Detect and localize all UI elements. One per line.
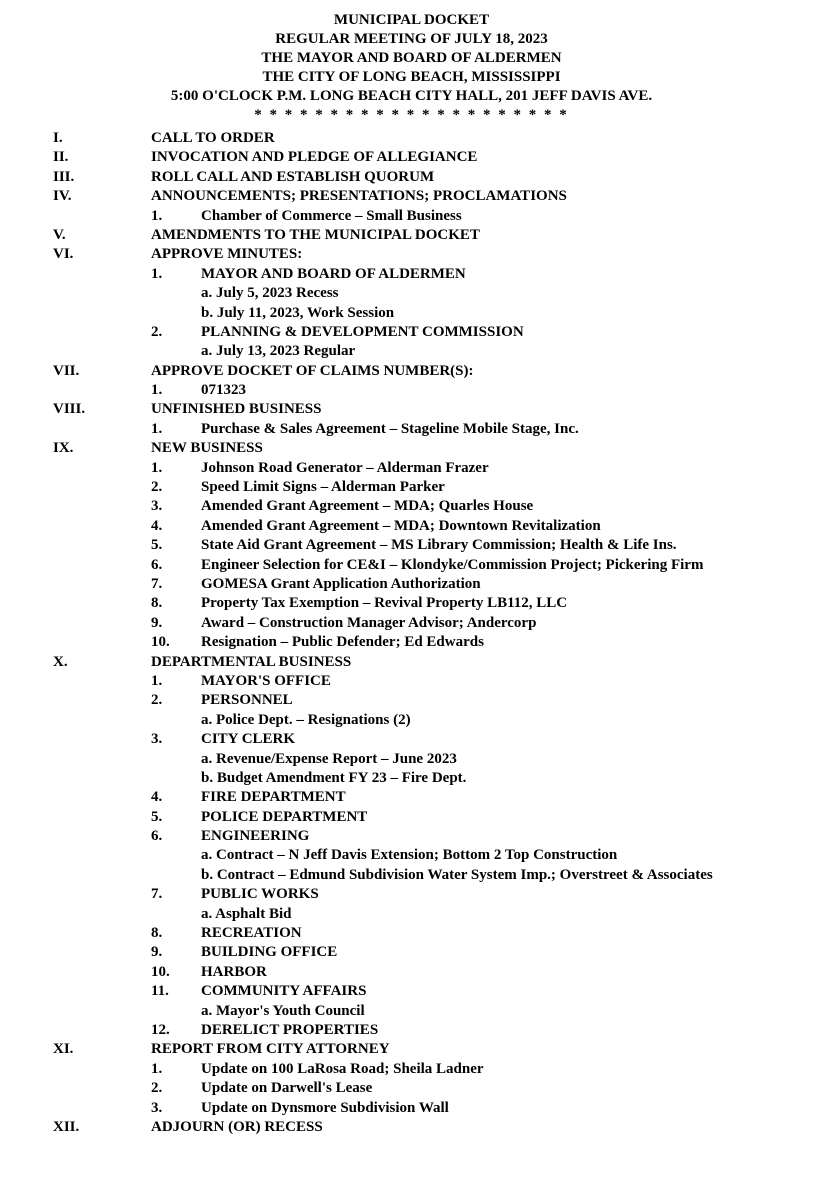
item-number: 9. [151,944,163,961]
item-row [0,517,823,536]
item-number: 8. [151,925,163,942]
item-number: 4. [151,789,163,806]
item-row [0,575,823,594]
item-number: 5. [151,537,163,554]
section-numeral: VIII. [53,401,86,418]
item-row [0,982,823,1001]
section-title: AMENDMENTS TO THE MUNICIPAL DOCKET [151,226,480,243]
subitem-row [0,284,823,303]
item-number: 2. [151,323,163,340]
section-row [0,245,823,264]
item-number: 1. [151,207,163,224]
item-text: RECREATION [201,925,302,942]
subitem-text: b. Contract – Edmund Subdivision Water System Imp.; Overstreet & Associates [201,866,713,883]
item-row [0,788,823,807]
item-row [0,827,823,846]
item-text: PLANNING & DEVELOPMENT COMMISSION [201,323,524,340]
subitem-text: a. July 13, 2023 Regular [201,343,356,360]
subitem-row [0,846,823,865]
item-text: BUILDING OFFICE [201,944,338,961]
section-numeral: XI. [53,1041,74,1058]
item-number: 2. [151,479,163,496]
item-text: COMMUNITY AFFAIRS [201,983,367,1000]
item-text: Update on Dynsmore Subdivision Wall [201,1099,449,1116]
item-number: 1. [151,420,163,437]
item-row [0,1021,823,1040]
subitem-text: a. Revenue/Expense Report – June 2023 [201,750,457,767]
item-row [0,536,823,555]
item-text: CITY CLERK [201,731,296,748]
section-title: CALL TO ORDER [151,130,275,146]
item-number: 12. [151,1021,170,1038]
section-numeral: III. [53,168,75,185]
section-row [0,1040,823,1059]
item-number: 7. [151,886,163,903]
item-number: 11. [151,983,169,1000]
item-number: 6. [151,828,163,845]
item-row [0,672,823,691]
item-text: Purchase & Sales Agreement – Stageline Mobile Stage, Inc. [201,420,579,437]
section-row [0,148,823,167]
subitem-row [0,866,823,885]
item-text: Update on Darwell's Lease [201,1080,373,1097]
item-text: Award – Construction Manager Advisor; Andercorp [201,614,537,631]
item-row [0,808,823,827]
item-number: 1. [151,382,163,399]
item-number: 6. [151,556,163,573]
item-number: 4. [151,517,163,534]
section-row [0,1118,823,1137]
docket-title: MUNICIPAL DOCKET [333,12,490,28]
section-title: APPROVE DOCKET OF CLAIMS NUMBER(S): [151,362,474,379]
subitem-row [0,711,823,730]
docket-header [0,11,823,125]
item-number: 1. [151,1060,163,1077]
item-number: 1. [151,265,163,282]
subitem-row [0,769,823,788]
section-row [0,439,823,458]
item-number: 9. [151,614,163,631]
section-numeral: I. [53,130,63,146]
subitem-text: a. Contract – N Jeff Davis Extension; Bottom 2 Top Construction [201,847,618,864]
item-text: 071323 [201,382,246,399]
star-divider: * * * * * * * * * * * * * * * * * * * * * [254,107,569,123]
subitem-row [0,342,823,361]
section-title: ADJOURN (OR) RECESS [151,1118,323,1135]
item-row [0,1060,823,1079]
section-row [0,226,823,245]
section-title: DEPARTMENTAL BUSINESS [151,653,352,670]
section-numeral: X. [53,653,68,670]
section-row [0,168,823,187]
item-row [0,323,823,342]
item-number: 3. [151,731,163,748]
item-text: GOMESA Grant Application Authorization [201,575,481,592]
item-number: 1. [151,672,163,689]
item-row [0,478,823,497]
section-numeral: II. [53,149,69,166]
item-row [0,963,823,982]
section-row [0,187,823,206]
item-row [0,924,823,943]
city-name: THE CITY OF LONG BEACH, MISSISSIPPI [262,69,561,85]
subitem-row [0,1002,823,1021]
item-text: Resignation – Public Defender; Ed Edwards [201,634,484,651]
section-numeral: VII. [53,362,80,379]
item-text: ENGINEERING [201,828,310,845]
item-row [0,207,823,226]
item-row [0,556,823,575]
item-text: Property Tax Exemption – Revival Property LB112, LLC [201,595,568,612]
item-number: 2. [151,1080,163,1097]
section-numeral: V. [53,226,66,243]
item-number: 3. [151,498,163,515]
item-number: 10. [151,634,170,651]
item-text: MAYOR'S OFFICE [201,672,331,689]
section-row [0,129,823,148]
item-row [0,730,823,749]
section-row [0,400,823,419]
item-number: 8. [151,595,163,612]
section-numeral: XII. [53,1118,80,1135]
item-number: 7. [151,575,163,592]
item-text: MAYOR AND BOARD OF ALDERMEN [201,265,466,282]
item-text: HARBOR [201,963,267,980]
item-row [0,691,823,710]
item-number: 1. [151,459,163,476]
item-text: Engineer Selection for CE&I – Klondyke/Commission Project; Pickering Firm [201,556,704,573]
subitem-row [0,905,823,924]
item-text: Update on 100 LaRosa Road; Sheila Ladner [201,1060,484,1077]
subitem-row [0,750,823,769]
item-row [0,497,823,516]
item-text: DERELICT PROPERTIES [201,1021,379,1038]
subitem-text: b. Budget Amendment FY 23 – Fire Dept. [201,769,467,786]
item-row [0,943,823,962]
subitem-text: a. July 5, 2023 Recess [201,285,339,302]
section-row [0,653,823,672]
subitem-text: a. Police Dept. – Resignations (2) [201,711,411,728]
section-numeral: IV. [53,188,72,205]
board-name: THE MAYOR AND BOARD OF ALDERMEN [261,50,562,66]
item-row [0,1079,823,1098]
section-title: ANNOUNCEMENTS; PRESENTATIONS; PROCLAMATIONS [151,188,567,205]
subitem-text: b. July 11, 2023, Work Session [201,304,395,321]
item-text: Johnson Road Generator – Alderman Frazer [201,459,489,476]
section-title: UNFINISHED BUSINESS [151,401,322,418]
item-text: Speed Limit Signs – Alderman Parker [201,479,445,496]
section-title: APPROVE MINUTES: [151,246,303,263]
subitem-text: a. Asphalt Bid [201,905,292,922]
section-title: NEW BUSINESS [151,440,263,457]
item-text: Chamber of Commerce – Small Business [201,207,462,224]
section-title: REPORT FROM CITY ATTORNEY [151,1041,390,1058]
item-text: Amended Grant Agreement – MDA; Quarles House [201,498,534,515]
item-row [0,459,823,478]
item-row [0,594,823,613]
item-number: 5. [151,808,163,825]
item-row [0,265,823,284]
meeting-time-location: 5:00 O'CLOCK P.M. LONG BEACH CITY HALL, 201 JEFF DAVIS AVE. [170,88,653,104]
item-number: 3. [151,1099,163,1116]
meeting-date: REGULAR MEETING OF JULY 18, 2023 [275,31,548,47]
section-title: INVOCATION AND PLEDGE OF ALLEGIANCE [151,149,478,166]
item-number: 2. [151,692,163,709]
item-row [0,420,823,439]
item-text: State Aid Grant Agreement – MS Library Commission; Health & Life Ins. [201,537,677,554]
item-row [0,885,823,904]
item-row [0,1099,823,1118]
section-row [0,362,823,381]
agenda-list [0,129,823,1137]
subitem-row [0,304,823,323]
item-row [0,633,823,652]
section-title: ROLL CALL AND ESTABLISH QUORUM [151,168,435,185]
item-text: PERSONNEL [201,692,293,709]
item-number: 10. [151,963,170,980]
section-numeral: IX. [53,440,74,457]
section-numeral: VI. [53,246,74,263]
item-text: Amended Grant Agreement – MDA; Downtown Revitalization [201,517,601,534]
item-row [0,614,823,633]
item-text: PUBLIC WORKS [201,886,319,903]
item-row [0,381,823,400]
subitem-text: a. Mayor's Youth Council [201,1002,365,1019]
item-text: FIRE DEPARTMENT [201,789,346,806]
item-text: POLICE DEPARTMENT [201,808,368,825]
